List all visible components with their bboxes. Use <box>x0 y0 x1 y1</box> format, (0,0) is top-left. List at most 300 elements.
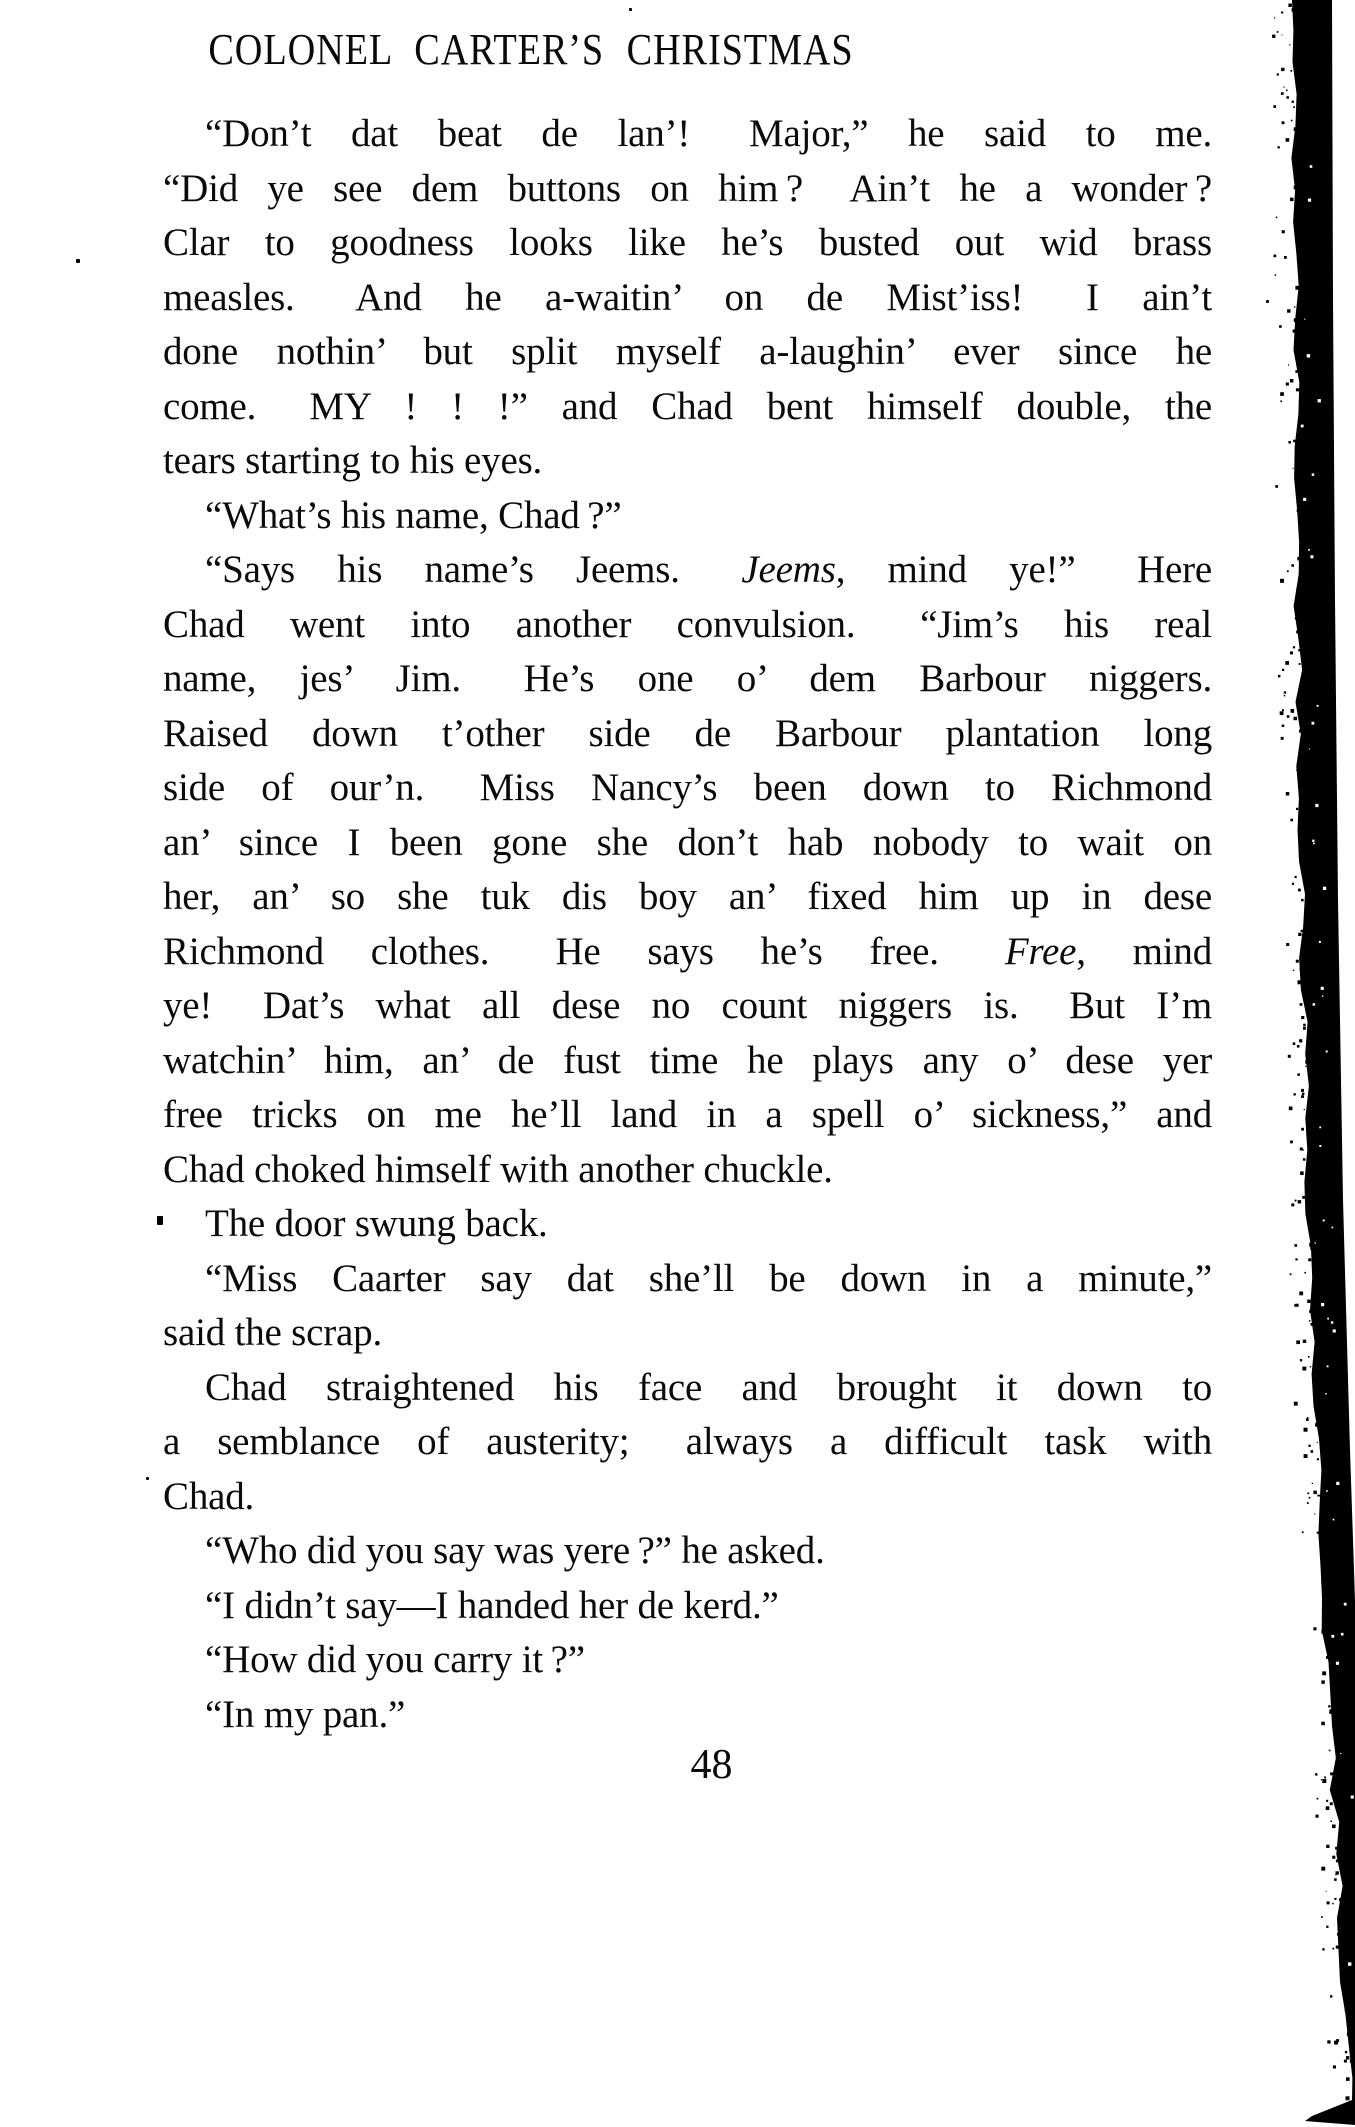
scan-noise-speck <box>1301 1089 1304 1092</box>
scan-noise-speck <box>1332 1825 1336 1829</box>
scan-noise-speck <box>1319 1539 1321 1541</box>
scan-noise-speck <box>1317 1532 1319 1534</box>
scan-noise-speck <box>1294 146 1297 149</box>
running-head-title: COLONEL CARTER’S CHRISTMAS <box>208 25 854 74</box>
scan-noise-speck <box>1335 1874 1336 1875</box>
text-segment: Chad straightened his face and brought it down to <box>205 1365 1212 1409</box>
scan-noise-speck <box>1280 711 1284 715</box>
scan-noise-speck <box>1304 319 1305 320</box>
scan-noise-speck <box>1309 748 1310 749</box>
margin-ink-speck <box>629 8 632 11</box>
scan-noise-speck <box>1310 165 1313 168</box>
scan-noise-speck <box>1350 2059 1353 2062</box>
margin-ink-speck <box>146 1477 149 1480</box>
text-line <box>163 870 1212 925</box>
scan-noise-speck <box>1323 887 1326 890</box>
scan-noise-speck <box>1308 199 1311 202</box>
scan-noise-speck <box>1334 1799 1335 1800</box>
text-line <box>163 1034 1212 1089</box>
scan-noise-speck <box>1322 1779 1326 1783</box>
text-line <box>163 434 1212 489</box>
scan-noise-speck <box>1297 557 1301 561</box>
scan-noise-speck <box>1296 960 1299 963</box>
scan-noise-speck <box>1281 92 1284 95</box>
scan-noise-speck <box>1310 1310 1312 1312</box>
text-segment: , mind <box>1076 929 1212 973</box>
scan-noise-speck <box>1299 1039 1302 1042</box>
scan-noise-speck <box>1288 1055 1291 1058</box>
scan-noise-speck <box>1293 970 1294 971</box>
scan-noise-speck <box>1292 101 1294 103</box>
text-segment: side of our’n. Miss Nancy’s been down to Richmond <box>163 766 1212 809</box>
scan-noise-speck <box>1294 318 1298 322</box>
scan-noise-speck <box>1344 2060 1347 2063</box>
scan-noise-speck <box>1331 1821 1333 1823</box>
scan-noise-speck <box>1281 68 1284 71</box>
scan-noise-speck <box>1301 930 1303 932</box>
margin-ink-speck <box>157 1216 163 1225</box>
scan-noise-speck <box>1303 983 1306 986</box>
scan-noise-speck <box>1301 829 1305 833</box>
scan-noise-speck <box>1309 1497 1311 1499</box>
margin-ink-speck <box>1266 300 1269 303</box>
scan-noise-speck <box>1318 1495 1320 1497</box>
scan-noise-speck <box>1297 485 1299 487</box>
scan-noise-speck <box>1294 127 1298 131</box>
scan-noise-speck <box>1288 441 1291 444</box>
text-line <box>163 652 1212 707</box>
scan-noise-speck <box>1282 669 1284 671</box>
scan-noise-speck <box>1321 987 1324 990</box>
scan-noise-speck <box>1299 689 1300 690</box>
text-line <box>163 380 1212 435</box>
text-line <box>163 1633 1212 1688</box>
scan-noise-speck <box>1295 202 1297 204</box>
scan-noise-speck <box>1301 1016 1304 1019</box>
scan-noise-speck <box>1317 1442 1318 1443</box>
scan-noise-speck <box>1330 1710 1334 1714</box>
scan-noise-speck <box>1296 388 1299 391</box>
scan-noise-speck <box>1298 713 1302 717</box>
scan-noise-speck <box>1326 1800 1328 1802</box>
scan-noise-speck <box>1287 715 1290 718</box>
scan-noise-speck <box>1351 1796 1354 1799</box>
scan-noise-speck <box>1294 306 1295 307</box>
scan-noise-speck <box>1286 383 1289 386</box>
text-line <box>163 325 1212 380</box>
scan-noise-speck <box>1286 138 1290 142</box>
scan-noise-speck <box>1319 941 1321 943</box>
scan-noise-speck <box>1328 1705 1330 1707</box>
scan-noise-speck <box>1346 2056 1349 2059</box>
text-line <box>163 925 1212 980</box>
scan-noise-speck <box>1309 1243 1311 1245</box>
scan-noise-speck <box>1321 1680 1324 1683</box>
scan-noise-speck <box>1290 198 1294 202</box>
scan-noise-speck <box>1297 1045 1300 1048</box>
scan-noise-speck <box>1294 186 1298 190</box>
scan-noise-speck <box>1297 446 1301 450</box>
text-line <box>163 107 1212 162</box>
scan-noise-speck <box>1282 34 1283 35</box>
scan-noise-speck <box>1300 953 1304 957</box>
text-segment: an’ since I been gone she don’t hab nobody to wait on <box>163 820 1212 864</box>
text-line <box>163 1252 1212 1307</box>
scan-noise-speck <box>1279 325 1282 328</box>
scan-noise-speck <box>1304 1272 1306 1274</box>
scan-noise-speck <box>1331 1635 1334 1638</box>
scan-noise-speck <box>1298 889 1301 892</box>
scan-noise-speck <box>1284 695 1286 697</box>
scan-noise-speck <box>1321 1630 1325 1634</box>
scan-noise-speck <box>1294 178 1296 180</box>
scan-noise-speck <box>1304 1428 1308 1432</box>
scan-noise-speck <box>1306 1112 1307 1113</box>
scan-noise-speck <box>1299 663 1301 665</box>
scan-noise-speck <box>1322 1560 1325 1563</box>
text-line <box>163 1415 1212 1470</box>
scan-noise-speck <box>1321 1867 1325 1871</box>
scan-noise-speck <box>1297 1073 1300 1076</box>
text-segment: “Did ye see dem buttons on him ? Ain’t he a wonder ? <box>163 166 1212 210</box>
scan-noise-speck <box>1285 661 1289 665</box>
text-segment: , mind ye!” Here <box>835 548 1212 591</box>
text-segment: ye! Dat’s what all dese no count niggers is. But I’m <box>163 984 1212 1027</box>
scan-noise-speck <box>1302 1093 1304 1095</box>
text-segment: Chad choked himself with another chuckle. <box>163 1147 833 1191</box>
text-segment: her, an’ so she tuk dis boy an’ fixed him up in dese <box>163 875 1212 918</box>
scan-noise-speck <box>1300 1148 1303 1151</box>
scan-noise-speck <box>1296 354 1297 355</box>
scan-noise-speck <box>1298 1200 1301 1203</box>
text-segment: Chad. <box>163 1474 255 1518</box>
text-line <box>163 816 1212 871</box>
scan-noise-speck <box>1311 1323 1313 1325</box>
scan-noise-speck <box>1330 1772 1333 1775</box>
scan-noise-speck <box>1296 769 1298 771</box>
scan-noise-speck <box>1301 772 1302 773</box>
scan-noise-speck <box>1326 1806 1330 1810</box>
scan-noise-speck <box>1306 1418 1309 1421</box>
text-segment: “What’s his name, Chad ?” <box>205 493 622 537</box>
scan-noise-speck <box>1301 425 1304 428</box>
scan-noise-speck <box>1291 120 1293 122</box>
scan-noise-speck <box>1282 709 1284 711</box>
text-segment: “In my pan.” <box>205 1692 406 1736</box>
scan-noise-speck <box>1299 729 1302 732</box>
scan-noise-speck <box>1336 1662 1339 1665</box>
scan-noise-speck <box>1309 1310 1312 1313</box>
scan-noise-speck <box>1277 73 1278 74</box>
scan-noise-speck <box>1319 1145 1321 1147</box>
scan-noise-speck <box>1348 1962 1351 1965</box>
scan-noise-speck <box>1341 1938 1342 1939</box>
scan-border-band <box>1291 0 1355 2125</box>
scan-noise-speck <box>1316 1815 1319 1818</box>
scan-noise-speck <box>1294 1093 1296 1095</box>
scan-noise-speck <box>1300 710 1302 712</box>
text-line <box>163 162 1212 217</box>
scan-noise-speck <box>1298 980 1302 984</box>
scan-noise-speck <box>1292 0 1295 3</box>
scan-noise-speck <box>1311 1323 1314 1326</box>
text-segment: “How did you carry it ?” <box>205 1638 585 1681</box>
scan-noise-speck <box>1312 840 1314 842</box>
text-segment: done nothin’ but split myself a-laughin’ ever since he <box>163 330 1212 373</box>
scan-noise-speck <box>1322 1948 1324 1950</box>
text-line <box>163 1524 1212 1579</box>
scan-noise-speck <box>1315 1773 1317 1775</box>
scan-noise-speck <box>1293 440 1296 443</box>
scan-noise-speck <box>1300 793 1303 796</box>
scan-noise-speck <box>1282 121 1285 124</box>
scan-noise-speck <box>1350 2061 1352 2063</box>
scan-noise-speck <box>1307 1492 1309 1494</box>
scan-noise-speck <box>1323 1219 1325 1221</box>
scan-noise-speck <box>1292 711 1294 713</box>
scan-noise-speck <box>1288 4 1292 8</box>
scan-noise-speck <box>1346 2096 1350 2100</box>
scan-noise-speck <box>1294 1402 1298 1406</box>
scan-noise-speck <box>1291 564 1294 567</box>
scan-noise-speck <box>1298 933 1301 936</box>
scan-noise-speck <box>1332 1227 1334 1229</box>
scan-noise-speck <box>1304 1109 1305 1110</box>
scan-noise-speck <box>1295 1200 1297 1202</box>
scan-noise-speck <box>1330 1802 1333 1805</box>
scan-noise-speck <box>1313 843 1315 845</box>
scan-noise-speck <box>1331 1321 1333 1323</box>
scan-noise-speck <box>1308 549 1310 551</box>
page-number: 48 <box>690 1742 733 1788</box>
scan-noise-speck <box>1278 675 1281 678</box>
scan-noise-speck <box>1344 1603 1347 1606</box>
scan-noise-speck <box>1303 1149 1304 1150</box>
scan-noise-speck <box>1326 1051 1328 1053</box>
scan-noise-speck <box>1325 1621 1327 1623</box>
margin-ink-speck <box>76 259 80 263</box>
scan-noise-speck <box>1313 1627 1316 1630</box>
scan-noise-speck <box>1290 651 1293 654</box>
scan-noise-speck <box>1303 1158 1306 1161</box>
scan-noise-speck <box>1301 1095 1304 1098</box>
scan-noise-speck <box>1327 1365 1329 1367</box>
scan-noise-speck <box>1295 876 1297 878</box>
scan-noise-speck <box>1281 737 1284 740</box>
scan-noise-speck <box>1287 309 1290 312</box>
scan-noise-speck <box>1284 87 1285 88</box>
scan-noise-speck <box>1329 1750 1331 1752</box>
text-segment: measles. And he a-waitin’ on de Mist’iss! I ain’t <box>163 275 1212 319</box>
text-segment: “Who did you say was yere ?” he asked. <box>205 1529 825 1572</box>
scan-noise-speck <box>1298 599 1300 601</box>
scan-noise-speck <box>1294 1304 1296 1306</box>
scan-noise-speck <box>1322 1671 1326 1675</box>
scan-noise-speck <box>1336 1871 1339 1874</box>
scan-noise-speck <box>1286 96 1289 99</box>
scan-noise-speck <box>1311 1450 1314 1453</box>
scan-noise-speck <box>1321 1916 1323 1918</box>
scan-noise-speck <box>1321 1581 1324 1584</box>
scan-noise-speck <box>1289 1107 1293 1111</box>
scan-noise-speck <box>1307 1300 1310 1303</box>
scan-noise-speck <box>1290 819 1293 822</box>
text-line <box>163 1361 1212 1416</box>
text-line <box>163 1579 1212 1634</box>
scan-noise-speck <box>1334 1878 1337 1881</box>
scan-noise-speck <box>1278 146 1280 148</box>
scan-noise-speck <box>1275 274 1277 276</box>
scan-noise-speck <box>1334 1898 1336 1900</box>
text-segment: name, jes’ Jim. He’s one o’ dem Barbour niggers. <box>163 657 1212 700</box>
scan-noise-speck <box>1307 1417 1308 1418</box>
text-line <box>163 761 1212 816</box>
scan-noise-speck <box>1302 871 1305 874</box>
scan-noise-speck <box>1335 1847 1338 1850</box>
scan-noise-speck <box>1312 1370 1313 1371</box>
scan-noise-speck <box>1317 705 1319 707</box>
text-segment: free tricks on me he’ll land in a spell o’ sickness,” and <box>163 1093 1212 1136</box>
text-segment: “Don’t dat beat de lan’! Major,” he said to me. <box>205 112 1212 155</box>
scan-noise-speck <box>1294 1244 1297 1247</box>
scan-noise-speck <box>1332 1948 1334 1950</box>
scan-noise-speck <box>1292 8 1296 12</box>
scan-noise-speck <box>1312 1483 1313 1484</box>
scan-noise-speck <box>1305 1066 1306 1067</box>
text-segment: “Says his name’s Jeems. <box>205 548 742 591</box>
scan-noise-speck <box>1316 1423 1320 1427</box>
scan-noise-speck <box>1327 1901 1330 1904</box>
text-segment: Clar to goodness looks like he’s busted out wid brass <box>163 221 1212 264</box>
scan-noise-speck <box>1295 617 1297 619</box>
scan-noise-speck <box>1275 485 1278 488</box>
scan-noise-speck <box>1280 579 1284 583</box>
scan-noise-speck <box>1336 1946 1339 1949</box>
scan-noise-speck <box>1302 1196 1305 1199</box>
scan-noise-speck <box>1321 1722 1325 1726</box>
text-segment: watchin’ him, an’ de fust time he plays any o’ dese yer <box>163 1038 1212 1082</box>
scan-noise-speck <box>1289 44 1290 45</box>
scan-noise-speck <box>1300 969 1302 971</box>
text-line <box>163 1143 1212 1198</box>
scan-noise-speck <box>1301 797 1305 801</box>
scan-noise-speck <box>1310 1243 1314 1247</box>
scan-noise-speck <box>1329 1709 1332 1712</box>
scan-noise-speck <box>1332 1903 1334 1905</box>
text-line <box>163 543 1212 598</box>
scan-noise-speck <box>1330 1995 1332 1997</box>
scan-noise-speck <box>1300 1171 1304 1175</box>
scan-noise-speck <box>1303 1027 1306 1030</box>
scan-noise-speck <box>1288 364 1289 365</box>
scan-noise-speck <box>1293 646 1295 648</box>
scan-noise-speck <box>1310 555 1313 558</box>
scan-noise-speck <box>1327 2040 1330 2043</box>
text-segment: Chad went into another convulsion. “Jim’s his real <box>163 602 1212 646</box>
scan-noise-speck <box>1291 70 1293 72</box>
scan-noise-speck <box>1298 596 1301 599</box>
scan-noise-speck <box>1309 1320 1311 1322</box>
scan-noise-speck <box>1345 2009 1348 2012</box>
scan-noise-speck <box>1332 1856 1335 1859</box>
scan-noise-speck <box>1319 1127 1321 1129</box>
scan-noise-speck <box>1296 630 1299 633</box>
scan-noise-speck <box>1342 1973 1345 1976</box>
scan-noise-speck <box>1286 90 1288 92</box>
scan-noise-speck <box>1340 1753 1341 1754</box>
scan-noise-speck <box>1326 1926 1328 1928</box>
scan-noise-speck <box>1334 2041 1338 2045</box>
scan-noise-speck <box>1304 1454 1308 1458</box>
scan-noise-speck <box>1298 649 1301 652</box>
text-segment: said the scrap. <box>163 1311 383 1354</box>
scan-noise-speck <box>1337 1933 1340 1936</box>
scan-noise-speck <box>1336 2039 1339 2042</box>
text-segment: come. MY ! ! !” and Chad bent himself double, the <box>163 384 1212 428</box>
scan-noise-speck <box>1308 1258 1311 1261</box>
italic-text: Jeems <box>741 548 836 591</box>
scan-noise-speck <box>1287 570 1289 572</box>
scan-noise-speck <box>1295 286 1299 290</box>
scan-noise-speck <box>1280 400 1282 402</box>
scan-noise-speck <box>1307 1175 1308 1176</box>
scan-noise-speck <box>1313 1003 1316 1006</box>
scan-noise-speck <box>1293 1042 1296 1045</box>
scan-noise-speck <box>1286 943 1289 946</box>
scan-noise-speck <box>1339 1898 1342 1901</box>
scan-noise-speck <box>1317 1495 1319 1497</box>
scan-noise-speck <box>1273 105 1276 108</box>
scan-noise-speck <box>1295 346 1298 349</box>
scan-noise-speck <box>1284 256 1287 259</box>
scan-noise-speck <box>1314 1377 1317 1380</box>
scan-noise-speck <box>1272 35 1275 38</box>
scan-noise-speck <box>1315 1423 1318 1426</box>
scan-noise-speck <box>1308 1445 1310 1447</box>
text-segment: Raised down t’other side de Barbour plantation long <box>163 711 1212 755</box>
scan-noise-speck <box>1274 255 1277 258</box>
text-line <box>163 1688 1212 1743</box>
text-line <box>163 489 1212 544</box>
scan-noise-speck <box>1294 717 1298 721</box>
scan-noise-speck <box>1290 1273 1292 1275</box>
scan-noise-speck <box>1303 1340 1306 1343</box>
scan-noise-speck <box>1290 379 1294 383</box>
scan-noise-speck <box>1282 230 1285 233</box>
text-line <box>163 271 1212 326</box>
scan-noise-speck <box>1301 1128 1304 1131</box>
scan-noise-speck <box>1299 709 1302 712</box>
scan-noise-speck <box>1341 1633 1344 1636</box>
scan-noise-speck <box>1336 1860 1339 1863</box>
scan-noise-speck <box>1274 17 1275 18</box>
text-line <box>163 979 1212 1034</box>
scan-noise-speck <box>1333 1329 1336 1332</box>
scan-noise-speck <box>1307 1502 1309 1504</box>
scan-noise-speck <box>1277 74 1279 76</box>
scan-noise-speck <box>1299 855 1301 857</box>
text-line <box>163 216 1212 271</box>
scan-noise-speck <box>1277 31 1279 33</box>
scan-noise-speck <box>1295 458 1299 462</box>
scan-noise-speck <box>1296 1304 1299 1307</box>
scan-noise-speck <box>1302 1531 1304 1533</box>
scan-noise-speck <box>1291 1203 1294 1206</box>
scan-noise-speck <box>1321 1303 1324 1306</box>
scan-noise-speck <box>1336 1482 1339 1485</box>
text-segment: tears starting to his eyes. <box>163 439 543 482</box>
scan-noise-speck <box>1312 473 1315 476</box>
